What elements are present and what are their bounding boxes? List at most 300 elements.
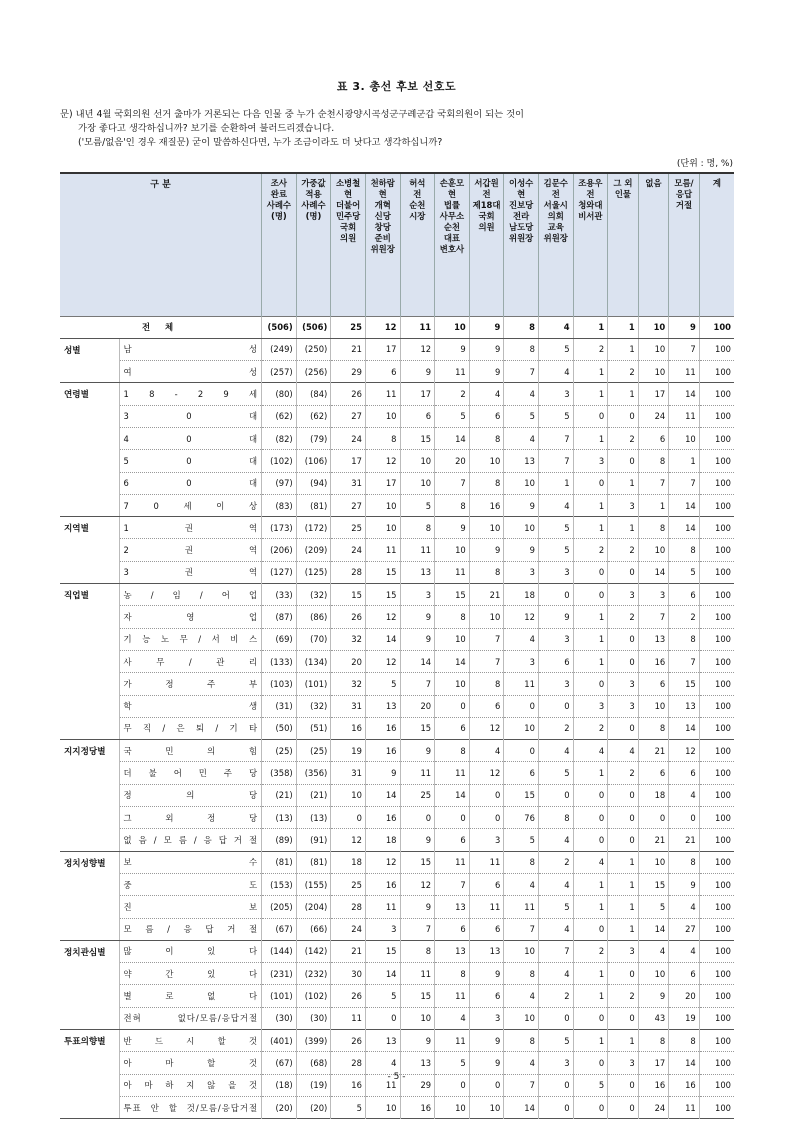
table-cell: 0 xyxy=(504,695,539,717)
table-cell: 0 xyxy=(608,561,639,583)
table-cell: 6 xyxy=(469,695,504,717)
table-cell: 0 xyxy=(573,1096,608,1118)
table-cell: 24 xyxy=(331,539,366,561)
table-cell: 10 xyxy=(365,1096,400,1118)
table-cell: 0 xyxy=(638,807,669,829)
table-cell: 11 xyxy=(365,539,400,561)
table-cell: 20 xyxy=(435,450,470,472)
table-cell: 1 xyxy=(573,650,608,672)
table-cell: 10 xyxy=(638,361,669,383)
table-cell: 24 xyxy=(331,427,366,449)
table-cell: 7 xyxy=(638,606,669,628)
table-cell: 100 xyxy=(715,768,731,779)
table-cell: 18 xyxy=(365,829,400,851)
table-cell: 10 xyxy=(400,450,435,472)
table-cell: (69) xyxy=(262,628,297,650)
row-label: 더 불 어 민 주 당 xyxy=(119,762,262,784)
table-cell: 7 xyxy=(638,472,669,494)
table-cell: 9 xyxy=(400,361,435,383)
table-cell: (101) xyxy=(262,985,297,1007)
table-cell: 4 xyxy=(573,740,608,762)
table-cell: 0 xyxy=(608,829,639,851)
table-cell: 18 xyxy=(638,784,669,806)
table-cell: 13 xyxy=(365,695,400,717)
table-cell: 0 xyxy=(435,1074,470,1096)
table-cell: 12 xyxy=(400,873,435,895)
table-row xyxy=(60,807,734,829)
table-cell: 11 xyxy=(365,896,400,918)
table-cell: 24 xyxy=(331,918,366,940)
table-cell: 5 xyxy=(538,1030,573,1052)
table-row xyxy=(60,740,734,762)
header-candidate-3: 허석 전 순천 시장 xyxy=(400,173,435,316)
table-cell: 3 xyxy=(608,584,639,606)
table-cell: 4 xyxy=(538,361,573,383)
table-cell: 6 xyxy=(435,717,470,739)
table-cell: 0 xyxy=(608,450,639,472)
table-cell: 3 xyxy=(400,584,435,606)
header-other: 그 외 인물 xyxy=(608,173,639,316)
table-cell: (62) xyxy=(262,405,297,427)
question-line-2: 가장 좋다고 생각하십니까? 보기를 순환하여 불러드리겠습니다. xyxy=(78,123,335,134)
question-line-1: 문) 내년 4월 국회의원 선거 출마가 거론되는 다음 인물 중 누가 순천시광양시곡성군구례군갑 국회의원이 되는 것이 xyxy=(60,109,525,120)
table-cell: 0 xyxy=(538,584,573,606)
table-cell: 100 xyxy=(715,411,731,422)
table-cell: 8 xyxy=(669,628,700,650)
table-cell: 12 xyxy=(331,829,366,851)
table-cell: 7 xyxy=(538,427,573,449)
table-cell: 18 xyxy=(504,584,539,606)
table-cell: (21) xyxy=(296,784,331,806)
table-cell: (232) xyxy=(296,963,331,985)
table-cell: 100 xyxy=(715,389,731,400)
table-cell: 100 xyxy=(715,901,731,912)
table-cell: (206) xyxy=(262,539,297,561)
table-cell: 16 xyxy=(365,807,400,829)
table-cell: 9 xyxy=(538,606,573,628)
table-cell: (356) xyxy=(296,762,331,784)
table-cell: 6 xyxy=(469,873,504,895)
table-cell: 100 xyxy=(715,723,731,734)
table-cell: 0 xyxy=(608,784,639,806)
group-label: 지역별 xyxy=(60,517,119,584)
table-cell: 11 xyxy=(400,762,435,784)
table-cell: 100 xyxy=(715,1102,731,1113)
table-cell: 27 xyxy=(331,494,366,516)
row-label: 여 성 xyxy=(119,361,262,383)
table-row xyxy=(60,450,734,472)
table-cell: 43 xyxy=(638,1007,669,1029)
table-cell: 4 xyxy=(504,985,539,1007)
table-cell: 0 xyxy=(573,561,608,583)
table-cell: 26 xyxy=(331,606,366,628)
table-cell: 11 xyxy=(504,673,539,695)
table-cell: (62) xyxy=(296,405,331,427)
table-cell: 12 xyxy=(365,650,400,672)
table-cell: 3 xyxy=(608,695,639,717)
table-cell: 19 xyxy=(669,1007,700,1029)
table-cell: 13 xyxy=(400,1052,435,1074)
table-cell: 2 xyxy=(669,606,700,628)
table-cell: 10 xyxy=(400,1007,435,1029)
table-cell: 14 xyxy=(435,427,470,449)
table-cell: 3 xyxy=(469,829,504,851)
table-cell: 12 xyxy=(365,316,400,338)
table-cell: (144) xyxy=(262,940,297,962)
table-cell: (358) xyxy=(262,762,297,784)
header-candidate-2: 천하람 현 개혁 신당 창당 준비 위원장 xyxy=(365,173,400,316)
table-row xyxy=(60,851,734,873)
table-cell: 12 xyxy=(504,606,539,628)
table-cell: 8 xyxy=(435,494,470,516)
table-cell: 5 xyxy=(504,829,539,851)
table-cell: 16 xyxy=(400,1096,435,1118)
table-cell: 9 xyxy=(400,606,435,628)
row-label: 무 직 / 은 퇴 / 기 타 xyxy=(119,717,262,739)
table-cell: 9 xyxy=(638,985,669,1007)
table-cell: 16 xyxy=(669,1074,700,1096)
table-cell: 15 xyxy=(435,584,470,606)
table-cell: (401) xyxy=(262,1030,297,1052)
table-cell: 100 xyxy=(715,589,731,600)
table-cell: 16 xyxy=(331,1074,366,1096)
table-cell: 100 xyxy=(715,924,731,935)
header-candidate-7: 김문수 전 서울시 의회 교육 위원장 xyxy=(538,173,573,316)
header-sample: 조사 완료 사례수 (명) xyxy=(262,173,297,316)
table-cell: 15 xyxy=(400,985,435,1007)
table-cell: 12 xyxy=(365,851,400,873)
table-cell: (173) xyxy=(262,517,297,539)
table-cell: 1 xyxy=(669,450,700,472)
table-cell: 5 xyxy=(538,896,573,918)
table-cell: 0 xyxy=(573,784,608,806)
table-cell: 8 xyxy=(669,1030,700,1052)
table-cell: 26 xyxy=(331,985,366,1007)
table-cell: 16 xyxy=(365,873,400,895)
table-cell: (257) xyxy=(262,361,297,383)
results-table xyxy=(60,172,734,1119)
table-cell: 25 xyxy=(331,517,366,539)
table-cell: 1 xyxy=(573,628,608,650)
table-row xyxy=(60,1096,734,1118)
table-cell: 15 xyxy=(669,673,700,695)
table-cell: 32 xyxy=(331,628,366,650)
table-cell: 2 xyxy=(608,985,639,1007)
table-cell: 9 xyxy=(669,316,700,338)
table-cell: 5 xyxy=(669,561,700,583)
group-label: 연령별 xyxy=(60,383,119,517)
table-cell: (20) xyxy=(296,1096,331,1118)
table-cell: 4 xyxy=(573,851,608,873)
table-cell: 0 xyxy=(538,1074,573,1096)
table-cell: 9 xyxy=(400,740,435,762)
table-cell: (32) xyxy=(296,695,331,717)
table-cell: 20 xyxy=(331,650,366,672)
row-label: 전혀 없다/모름/응답거절 xyxy=(119,1007,262,1029)
table-cell: 5 xyxy=(538,539,573,561)
table-cell: 6 xyxy=(638,673,669,695)
table-row xyxy=(60,606,734,628)
table-cell: 4 xyxy=(608,740,639,762)
table-cell: 100 xyxy=(715,968,731,979)
table-row xyxy=(60,539,734,561)
table-cell: 10 xyxy=(365,517,400,539)
header-candidate-5: 서갑원 전 제18대 국회 의원 xyxy=(469,173,504,316)
table-cell: 20 xyxy=(669,985,700,1007)
table-cell: 17 xyxy=(365,472,400,494)
table-cell: 0 xyxy=(538,1096,573,1118)
table-cell: 3 xyxy=(538,673,573,695)
row-label: 아 마 하 지 않 을 것 xyxy=(119,1074,262,1096)
table-cell: 2 xyxy=(538,851,573,873)
table-cell: 26 xyxy=(331,383,366,405)
table-cell: 0 xyxy=(608,650,639,672)
table-cell: 4 xyxy=(538,873,573,895)
table-cell: 14 xyxy=(638,918,669,940)
table-row xyxy=(60,717,734,739)
table-cell: 0 xyxy=(573,807,608,829)
table-cell: 0 xyxy=(538,1007,573,1029)
row-label: 농 / 임 / 어 업 xyxy=(119,584,262,606)
header-none: 없음 xyxy=(638,173,669,316)
table-cell: 15 xyxy=(400,851,435,873)
table-cell: 27 xyxy=(331,405,366,427)
table-cell: 12 xyxy=(669,740,700,762)
table-cell: 2 xyxy=(608,762,639,784)
table-cell: 11 xyxy=(435,762,470,784)
table-cell: 4 xyxy=(504,628,539,650)
table-cell: 100 xyxy=(715,1057,731,1068)
table-cell: 5 xyxy=(435,1052,470,1074)
table-cell: 9 xyxy=(504,494,539,516)
table-cell: 1 xyxy=(573,1030,608,1052)
table-cell: 1 xyxy=(573,873,608,895)
table-cell: 7 xyxy=(538,940,573,962)
table-cell: 11 xyxy=(669,1096,700,1118)
table-cell: 100 xyxy=(715,1035,731,1046)
header-dont-know: 모름/ 응답 거절 xyxy=(669,173,700,316)
table-cell: (30) xyxy=(296,1007,331,1029)
table-cell: (20) xyxy=(262,1096,297,1118)
table-cell: 29 xyxy=(331,361,366,383)
table-cell: 28 xyxy=(331,896,366,918)
table-cell: 8 xyxy=(435,963,470,985)
table-cell: 5 xyxy=(573,1074,608,1096)
table-cell: 11 xyxy=(400,963,435,985)
table-cell: 11 xyxy=(365,383,400,405)
table-cell: 11 xyxy=(469,896,504,918)
table-cell: (103) xyxy=(262,673,297,695)
table-row xyxy=(60,405,734,427)
table-cell: 5 xyxy=(638,896,669,918)
table-cell: 17 xyxy=(331,450,366,472)
row-label: 학 생 xyxy=(119,695,262,717)
table-cell: (67) xyxy=(262,1052,297,1074)
table-cell: 25 xyxy=(331,873,366,895)
table-cell: 0 xyxy=(608,1007,639,1029)
table-cell: 11 xyxy=(435,361,470,383)
table-cell: (13) xyxy=(262,807,297,829)
header-candidate-1: 소병철 현 더불어 민주당 국회 의원 xyxy=(331,173,366,316)
table-cell: 16 xyxy=(331,717,366,739)
table-cell: 8 xyxy=(538,807,573,829)
table-cell: 10 xyxy=(504,717,539,739)
table-cell: 24 xyxy=(638,405,669,427)
table-cell: 100 xyxy=(715,812,731,823)
row-label: 별 로 없 다 xyxy=(119,985,262,1007)
table-cell: 15 xyxy=(638,873,669,895)
table-cell: 20 xyxy=(400,695,435,717)
table-cell: 1 xyxy=(638,494,669,516)
table-cell: 8 xyxy=(469,427,504,449)
table-cell: 7 xyxy=(469,650,504,672)
table-cell: 100 xyxy=(715,344,731,355)
table-cell: 13 xyxy=(469,940,504,962)
table-cell: (256) xyxy=(296,361,331,383)
table-cell: 11 xyxy=(669,361,700,383)
table-cell: 7 xyxy=(538,450,573,472)
row-label: 그 외 정 당 xyxy=(119,807,262,829)
table-cell: 1 xyxy=(573,316,608,338)
table-cell: 10 xyxy=(469,517,504,539)
table-cell: (106) xyxy=(296,450,331,472)
table-cell: 6 xyxy=(469,405,504,427)
table-row xyxy=(60,383,734,405)
table-cell: 100 xyxy=(715,701,731,712)
table-row xyxy=(60,673,734,695)
table-cell: 0 xyxy=(469,1074,504,1096)
table-cell: (51) xyxy=(296,717,331,739)
table-cell: 1 xyxy=(573,762,608,784)
table-cell: 14 xyxy=(365,628,400,650)
table-cell: 100 xyxy=(715,612,731,622)
table-cell: 8 xyxy=(638,450,669,472)
table-cell: 4 xyxy=(669,896,700,918)
table-cell: 11 xyxy=(435,561,470,583)
table-cell: 29 xyxy=(400,1074,435,1096)
table-cell: 21 xyxy=(638,829,669,851)
table-cell: 15 xyxy=(331,584,366,606)
group-label: 정치성향별 xyxy=(60,851,119,940)
row-label: 남 성 xyxy=(119,338,262,360)
table-row xyxy=(60,695,734,717)
table-cell: 2 xyxy=(608,427,639,449)
table-cell: 5 xyxy=(538,517,573,539)
table-cell: 0 xyxy=(608,963,639,985)
table-cell: 3 xyxy=(504,561,539,583)
table-cell: 100 xyxy=(715,478,731,489)
table-cell: 7 xyxy=(504,361,539,383)
table-cell: 9 xyxy=(400,896,435,918)
table-body xyxy=(60,316,734,1119)
row-label: 가 정 주 부 xyxy=(119,673,262,695)
table-cell: (33) xyxy=(262,584,297,606)
table-cell: 10 xyxy=(435,628,470,650)
group-label: 지지정당별 xyxy=(60,740,119,851)
table-cell: 6 xyxy=(435,918,470,940)
table-cell: (231) xyxy=(262,963,297,985)
row-label: 4 0 대 xyxy=(119,427,262,449)
row-label: 7 0 세 이 상 xyxy=(119,494,262,516)
table-cell: 100 xyxy=(715,1013,731,1024)
table-cell: (125) xyxy=(296,561,331,583)
table-cell: 14 xyxy=(504,1096,539,1118)
row-label: 자 영 업 xyxy=(119,606,262,628)
table-cell: 1 xyxy=(608,517,639,539)
table-cell: 14 xyxy=(435,650,470,672)
table-cell: 3 xyxy=(608,494,639,516)
table-cell: (94) xyxy=(296,472,331,494)
table-cell: 8 xyxy=(504,338,539,360)
row-label: 5 0 대 xyxy=(119,450,262,472)
unit-label: (단위 : 명, %) xyxy=(676,159,733,169)
table-cell: (250) xyxy=(296,338,331,360)
table-cell: 11 xyxy=(669,405,700,427)
table-cell: 0 xyxy=(608,1074,639,1096)
table-cell: 3 xyxy=(538,561,573,583)
table-cell: 0 xyxy=(435,807,470,829)
header-gubun: 구 분 xyxy=(60,173,262,316)
table-cell: 4 xyxy=(669,940,700,962)
table-cell: 4 xyxy=(365,1052,400,1074)
table-cell: 9 xyxy=(469,316,504,338)
table-cell: 11 xyxy=(435,851,470,873)
table-cell: 7 xyxy=(469,628,504,650)
table-cell: 12 xyxy=(469,762,504,784)
row-label: 진 보 xyxy=(119,896,262,918)
table-cell: 3 xyxy=(504,650,539,672)
table-cell: 14 xyxy=(669,1052,700,1074)
table-cell: 4 xyxy=(538,963,573,985)
header-candidate-8: 조용우 전 청와대 비서관 xyxy=(573,173,608,316)
table-cell: 10 xyxy=(638,539,669,561)
table-row xyxy=(60,1007,734,1029)
table-cell: 14 xyxy=(669,517,700,539)
row-label: 6 0 대 xyxy=(119,472,262,494)
table-row xyxy=(60,829,734,851)
table-cell: 10 xyxy=(504,472,539,494)
table-cell: 100 xyxy=(715,366,731,377)
table-cell: 0 xyxy=(538,784,573,806)
table-cell: (68) xyxy=(296,1052,331,1074)
table-cell: 7 xyxy=(400,918,435,940)
table-cell: 18 xyxy=(331,851,366,873)
table-cell: 100 xyxy=(715,433,731,444)
group-label: 투표의향별 xyxy=(60,1030,119,1119)
table-cell: 1 xyxy=(608,383,639,405)
table-cell: 11 xyxy=(331,1007,366,1029)
table-cell: 8 xyxy=(504,963,539,985)
table-cell: (50) xyxy=(262,717,297,739)
total-row xyxy=(60,316,734,338)
table-cell: 17 xyxy=(400,383,435,405)
table-cell: 10 xyxy=(435,1096,470,1118)
table-cell: 10 xyxy=(400,472,435,494)
table-cell: 17 xyxy=(365,338,400,360)
table-cell: (70) xyxy=(296,628,331,650)
table-cell: (13) xyxy=(296,807,331,829)
table-cell: 9 xyxy=(504,539,539,561)
table-cell: 10 xyxy=(638,851,669,873)
table-cell: 28 xyxy=(331,1052,366,1074)
table-cell: 19 xyxy=(331,740,366,762)
header-candidate-6: 이성수 현 진보당 전라 남도당 위원장 xyxy=(504,173,539,316)
table-row xyxy=(60,896,734,918)
table-cell: 10 xyxy=(331,784,366,806)
table-cell: 14 xyxy=(365,784,400,806)
table-cell: 3 xyxy=(573,695,608,717)
table-row xyxy=(60,1030,734,1052)
